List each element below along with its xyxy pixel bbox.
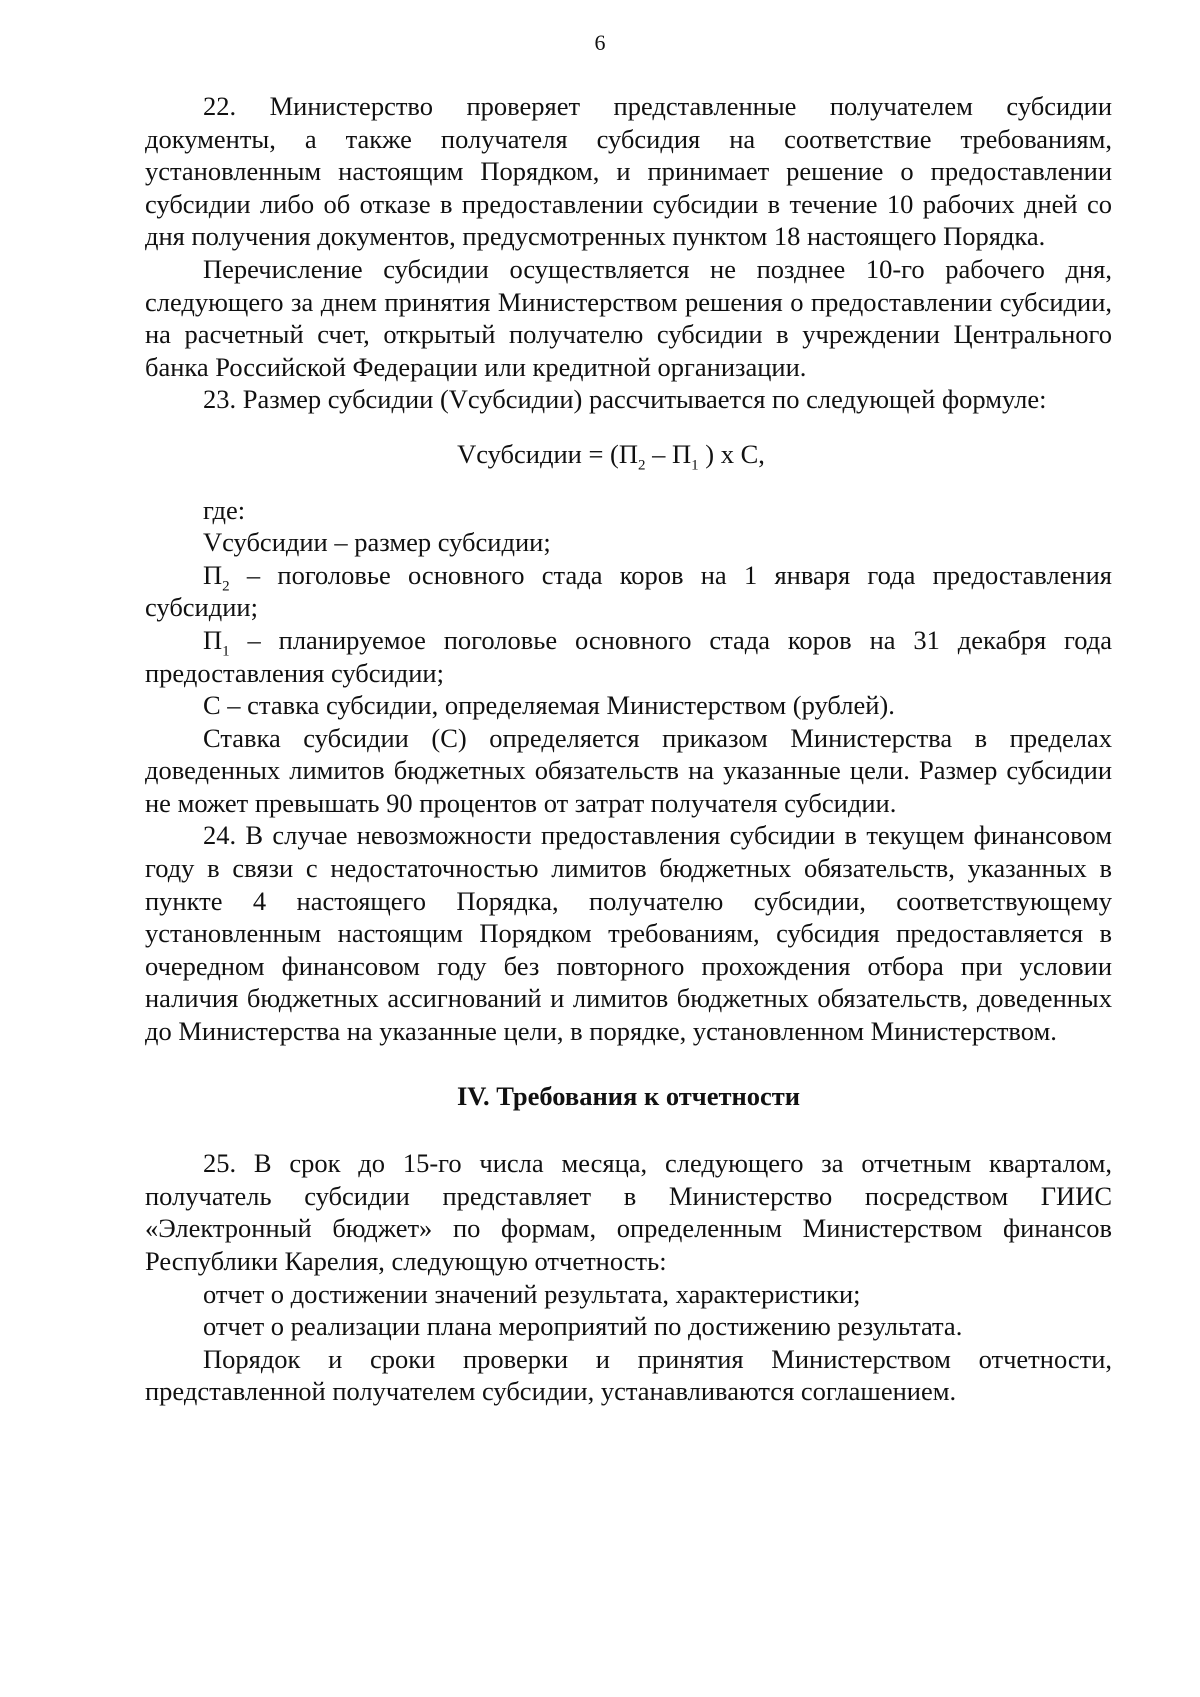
definition-c: С – ставка субсидии, определяемая Министерством (рублей). xyxy=(203,690,895,721)
formula-lhs: Vсубсидии = (П xyxy=(457,438,638,469)
formula xyxy=(145,438,1112,474)
paragraph-rate: Ставка субсидии (С) определяется приказом Министерства в пределах доведенных лимитов бюджетных обязательств на указанные цели. Размер субсидии не может превышать 90 процентов от затрат получателя субсидии. xyxy=(145,722,1112,818)
paragraph-24: 24. В случае невозможности предоставления субсидии в текущем финансовом году в связи с недостаточностью лимитов бюджетных обязательств, указанных в пункте 4 настоящего Порядка, получателю субсидии, соответствующему установленным настоящим Порядком требованиям, субсидия предоставляется в очередном финансовом году без повторного прохождения отбора при условии наличия бюджетных ассигнований и лимитов бюджетных обязательств, доведенных до Министерства на указанные цели, в порядке, установленном Министерством. xyxy=(145,820,1112,1047)
page-number: 6 xyxy=(594,30,606,55)
formula-sub-2: 2 xyxy=(638,457,646,474)
paragraph-23: 23. Размер субсидии (Vсубсидии) рассчитывается по следующей формуле: xyxy=(203,384,1047,415)
definition-v: Vсубсидии – размер субсидии; xyxy=(203,527,551,558)
p2-subscript: 2 xyxy=(222,578,230,595)
paragraph-25: 25. В срок до 15-го числа месяца, следующего за отчетным кварталом, получатель субсидии представляет в Министерство посредством ГИИС «Электронный бюджет» по формам, определенным Министерством финансов Республики Карелия, следующую отчетность: xyxy=(145,1148,1112,1276)
report-item-results: отчет о достижении значений результата, характеристики; xyxy=(203,1278,861,1309)
paragraph-verification: Порядок и сроки проверки и принятия Министерством отчетности, представленной получателем субсидии, устанавливаются соглашением. xyxy=(145,1343,1112,1407)
p1-text: – планируемое поголовье основного стада коров на 31 декабря года предоставления субсидии; xyxy=(145,624,1112,688)
definition-p1 xyxy=(145,624,1112,689)
formula-sub-1: 1 xyxy=(691,457,699,474)
definition-p2 xyxy=(145,559,1112,624)
p1-symbol: П xyxy=(203,624,223,655)
paragraph-transfer: Перечисление субсидии осуществляется не позднее 10-го рабочего дня, следующего за днем принятия Министерством решения о предоставлении субсидии, на расчетный счет, открытый получателю субсидии в учреждении Центрального банка Российской Федерации или кредитной организации. xyxy=(145,253,1112,382)
formula-mid: – П xyxy=(645,438,692,469)
definitions-where: где: xyxy=(203,494,246,525)
p2-text: – поголовье основного стада коров на 1 января года предоставления субсидии; xyxy=(145,559,1112,623)
section-heading: IV. Требования к отчетности xyxy=(456,1080,801,1111)
report-item-plan: отчет о реализации плана мероприятий по достижению результата. xyxy=(203,1311,963,1342)
p2-symbol: П xyxy=(203,559,223,590)
p1-subscript: 1 xyxy=(222,643,230,660)
body-text xyxy=(145,90,1112,1408)
paragraph-22: 22. Министерство проверяет представленные получателем субсидии документы, а также получателя субсидия на соответствие требованиям, установленным настоящим Порядком, и принимает решение о предоставлении субсидии либо об отказе в предоставлении субсидии в течение 10 рабочих дней со дня получения документов, предусмотренных пунктом 18 настоящего Порядка. xyxy=(145,91,1112,252)
formula-rhs: ) х С, xyxy=(698,438,765,469)
